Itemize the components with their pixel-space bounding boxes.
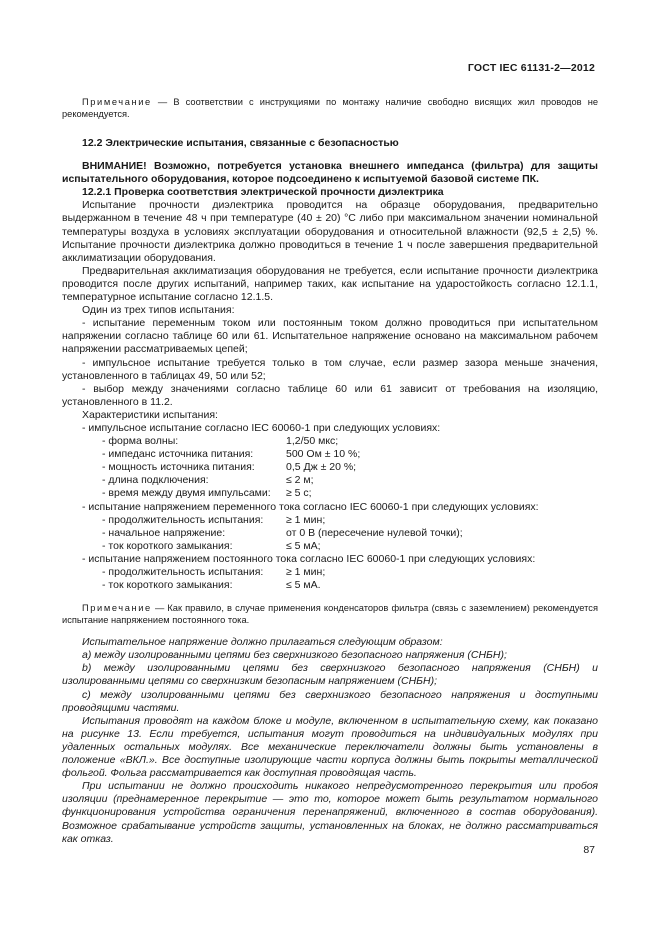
warning-text: ВНИМАНИЕ! Возможно, потребуется установка внешнего импеданса (фильтра) для защиты испытательного оборудования, которое подсоединено к испытуемой базовой системе ПК. (62, 160, 598, 186)
italic-paragraph-1: Испытания проводят на каждом блоке и модуле, включенном в испытательную схему, как показано на рисунке 13. Если требуется, испытания могут проводиться на индивидуальных модулях при удаленных остальных модулях. Все механические переключатели должны быть установлены в положение «ВКЛ.». Все доступные изолирующие части корпуса должны быть покрыты металлической фольгой. Фольга рассматривается как доступная проводящая часть. (62, 714, 598, 780)
section-12-2-title: 12.2 Электрические испытания, связанные с безопасностью (82, 137, 399, 149)
ac-row (62, 514, 598, 527)
test-type-3: - выбор между значениями согласно таблице 60 или 61 зависит от требования на изоляцию, установленного в 11.2. (62, 382, 598, 408)
test-type-2: - импульсное испытание требуется только в том случае, если размер зазора меньше значения, установленного в таблицах 49, 50 или 52; (62, 356, 598, 382)
note-1-label: Примечание (82, 97, 152, 107)
standard-header: ГОСТ IEC 61131-2—2012 (467, 62, 595, 74)
italic-item-b: b) между изолированными цепями без сверхнизкого безопасного напряжения (СНБН) и изолированными цепями со сверхнизким безопасным напряжением (СНБН); (62, 662, 598, 688)
row-label: - форма волны: (102, 435, 179, 448)
paragraph-3: Один из трех типов испытания: (82, 304, 235, 317)
row-label: - мощность источника питания: (102, 461, 255, 474)
page-content (62, 96, 598, 846)
paragraph-1: Испытание прочности диэлектрика проводится на образце оборудования, предварительно выдержанном в течение 48 ч при температуре (40 ± 20) °С либо при максимальном значении номинальной температуры воздуха в условиях эксплуатации оборудования и относительной влажности (92,5 ± 2,5) %. Испытание прочности диэлектрика должно проводиться в течение 1 ч после завершения предварительной акклиматизации оборудования. (62, 199, 598, 264)
impulse-row (62, 474, 598, 487)
note-1-text: — В соответствии с инструкциями по монтажу наличие свободно висящих жил проводов не рекомендуется. (62, 97, 598, 119)
row-label: - ток короткого замыкания: (102, 579, 233, 592)
italic-intro: Испытательное напряжение должно прилагаться следующим образом: (82, 636, 443, 649)
row-value: ≤ 2 м; (286, 474, 314, 487)
row-label: - начальное напряжение: (102, 526, 226, 539)
test-type-1: - испытание переменным током или постоянным током должно проводиться при испытательном напряжении согласно таблице 60 или 61. Испытательное напряжение основано на максимальном рабочем напряжении рассматриваемых цепей; (62, 317, 598, 356)
row-value: 0,5 Дж ± 20 %; (286, 461, 357, 474)
row-value: ≥ 1 мин; (286, 566, 326, 578)
row-label: - импеданс источника питания: (102, 448, 254, 461)
section-12-2-1-title: 12.2.1 Проверка соответствия электрической прочности диэлектрика (82, 186, 444, 199)
dc-heading: - испытание напряжением постоянного тока согласно IEC 60060-1 при следующих условиях: (82, 552, 536, 565)
row-label: - время между двумя импульсами: (102, 487, 271, 500)
dc-row (62, 579, 598, 592)
row-label: - длина подключения: (102, 474, 209, 487)
row-value: ≥ 5 с; (286, 487, 312, 500)
row-value: ≤ 5 мА. (286, 579, 321, 592)
note-1 (62, 96, 598, 120)
row-value: 1,2/50 мкс; (286, 435, 339, 448)
impulse-row (62, 448, 598, 461)
ac-row (62, 540, 598, 553)
impulse-row (62, 435, 598, 448)
row-value: ≥ 1 мин; (286, 513, 326, 526)
row-value: ≤ 5 мА; (286, 539, 321, 552)
row-label: - продолжительность испытания: (102, 513, 264, 526)
italic-paragraph-2: При испытании не должно происходить никакого непредусмотренного перекрытия или пробоя изоляции (преднамеренное перекрытие — это то, которое может быть результатом нормального функционирования устройства ограничения перенапряжений, включенного в состав оборудования). Возможное срабатывание устройств защиты, установленных на блоках, не должно рассматриваться как отказ. (62, 780, 598, 845)
note-2 (62, 602, 598, 626)
row-label: - продолжительность испытания: (102, 566, 264, 578)
row-value: 500 Ом ± 10 %; (286, 448, 361, 461)
page-number: 87 (583, 844, 595, 856)
italic-item-a: a) между изолированными цепями без сверхнизкого безопасного напряжения (СНБН); (82, 649, 507, 662)
italic-item-c: c) между изолированными цепями без сверхнизкого безопасного напряжения и доступными проводящими частями. (62, 688, 598, 714)
note-2-label: Примечание (82, 603, 152, 614)
note-2-text: — Как правило, в случае применения конденсаторов фильтра (связь с заземлением) рекомендуется испытание напряжением постоянного тока. (62, 603, 598, 626)
impulse-row (62, 461, 598, 474)
characteristics-title: Характеристики испытания: (82, 408, 218, 421)
impulse-heading: - импульсное испытание согласно IEC 60060-1 при следующих условиях: (82, 421, 441, 434)
row-value: от 0 В (пересечение нулевой точки); (286, 526, 463, 539)
ac-heading: - испытание напряжением переменного тока согласно IEC 60060-1 при следующих условиях: (82, 500, 539, 513)
row-label: - ток короткого замыкания: (102, 539, 233, 552)
impulse-row (62, 487, 598, 500)
ac-row (62, 527, 598, 540)
dc-row (62, 566, 598, 579)
paragraph-2: Предварительная акклиматизация оборудования не требуется, если испытание прочности диэлектрика проводится после других испытаний, например таких, как испытание на ударостойкость согласно 12.1.1, температурное испытание согласно 12.1.5. (62, 264, 598, 304)
